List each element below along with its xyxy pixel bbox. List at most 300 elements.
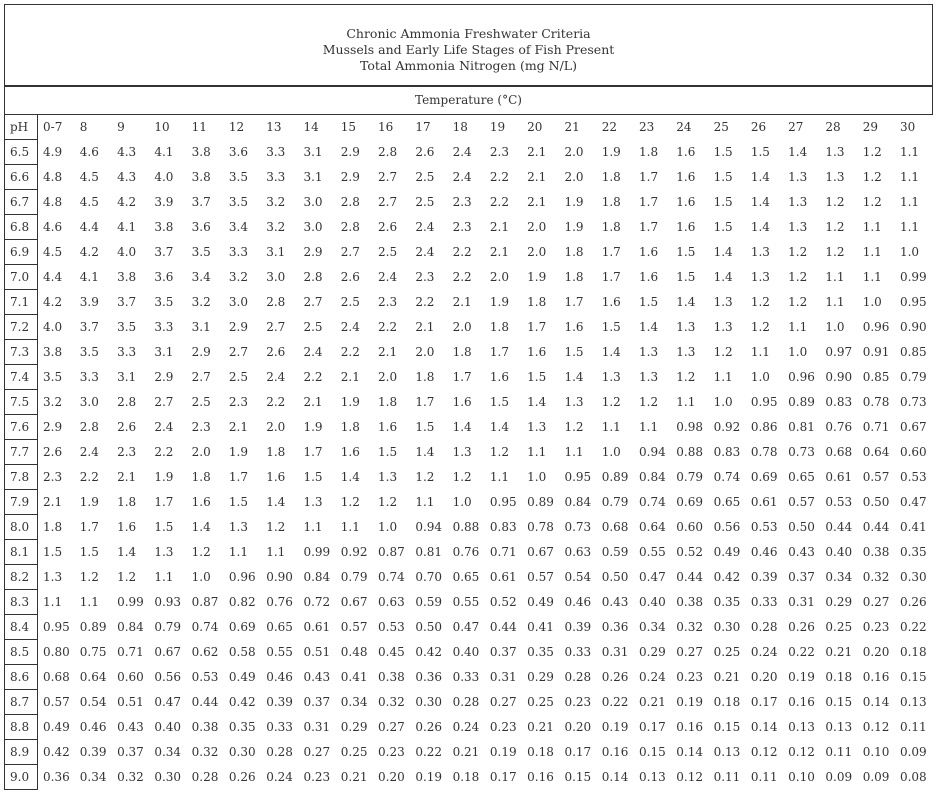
criteria-value-cell: 0.35	[899, 545, 927, 559]
criteria-value-cell: 3.5	[154, 295, 174, 309]
table-row	[5, 590, 933, 615]
criteria-value-cell: 1.3	[43, 570, 63, 584]
criteria-value-cell: 2.8	[266, 295, 286, 309]
criteria-value-cell: 1.8	[43, 520, 63, 534]
temperature-header-row	[5, 115, 933, 140]
criteria-value-cell: 0.95	[489, 495, 517, 509]
criteria-value-cell: 0.43	[601, 595, 629, 609]
criteria-value-cell: 3.2	[266, 195, 286, 209]
criteria-value-cell: 0.11	[713, 770, 741, 784]
criteria-value-cell: 0.18	[825, 670, 853, 684]
criteria-value-cell: 1.7	[527, 320, 547, 334]
criteria-value-cell: 2.2	[378, 320, 398, 334]
criteria-value-cell: 0.23	[676, 670, 703, 684]
criteria-value-cell: 1.1	[79, 595, 99, 609]
criteria-value-cell: 0.51	[303, 645, 331, 659]
criteria-value-cell: 1.1	[750, 345, 770, 359]
criteria-value-cell: 1.6	[601, 295, 621, 309]
table-row	[5, 440, 933, 465]
ph-value-cell: 7.9	[5, 490, 38, 515]
criteria-value-cell: 1.4	[750, 195, 770, 209]
criteria-value-cell: 0.80	[43, 645, 70, 659]
criteria-value-cell: 0.26	[601, 670, 629, 684]
criteria-value-cell: 0.89	[601, 470, 629, 484]
criteria-value-cell: 1.1	[154, 570, 174, 584]
criteria-value-cell: 0.84	[639, 470, 666, 484]
criteria-value-cell: 1.5	[43, 545, 63, 559]
criteria-value-cell: 2.1	[527, 145, 547, 159]
criteria-value-cell: 0.79	[601, 495, 629, 509]
criteria-value-cell: 1.3	[564, 395, 584, 409]
criteria-value-cell: 0.37	[489, 645, 517, 659]
temperature-column-header: 18	[452, 120, 468, 134]
criteria-value-cell: 0.15	[713, 720, 741, 734]
criteria-value-cell: 1.2	[862, 170, 882, 184]
criteria-value-cell: 0.53	[191, 670, 219, 684]
criteria-value-cell: 2.2	[489, 170, 509, 184]
criteria-value-cell: 0.43	[117, 720, 144, 734]
criteria-value-cell: 3.3	[117, 345, 137, 359]
criteria-value-cell: 0.65	[788, 470, 815, 484]
ph-value-cell: 8.2	[5, 565, 38, 590]
criteria-value-cell: 0.40	[825, 545, 853, 559]
table-row	[5, 415, 933, 440]
criteria-value-cell: 1.6	[639, 270, 659, 284]
criteria-value-cell: 1.5	[601, 320, 621, 334]
temperature-column-header: 27	[788, 120, 804, 134]
criteria-value-cell: 0.53	[750, 520, 778, 534]
criteria-value-cell: 0.39	[564, 620, 592, 634]
criteria-value-cell: 0.30	[899, 570, 927, 584]
criteria-value-cell: 0.26	[228, 770, 256, 784]
table-row	[5, 740, 933, 765]
temperature-column-header: 23	[639, 120, 655, 134]
criteria-value-cell: 1.6	[452, 395, 472, 409]
criteria-value-cell: 0.83	[713, 445, 741, 459]
criteria-value-cell: 0.42	[228, 695, 256, 709]
criteria-value-cell: 0.23	[862, 620, 890, 634]
criteria-value-cell: 1.4	[750, 170, 770, 184]
criteria-value-cell: 1.0	[601, 445, 621, 459]
criteria-value-cell: 1.2	[639, 395, 659, 409]
criteria-value-cell: 0.36	[43, 770, 70, 784]
criteria-value-cell: 0.35	[713, 595, 741, 609]
criteria-value-cell: 1.2	[825, 220, 845, 234]
criteria-value-cell: 2.2	[415, 295, 435, 309]
criteria-value-cell: 1.8	[527, 295, 547, 309]
criteria-value-cell: 0.78	[862, 395, 890, 409]
criteria-value-cell: 0.44	[191, 695, 219, 709]
criteria-value-cell: 0.49	[713, 545, 741, 559]
criteria-value-cell: 1.1	[825, 270, 845, 284]
table-row	[5, 240, 933, 265]
criteria-value-cell: 0.51	[117, 695, 144, 709]
criteria-value-cell: 0.46	[79, 720, 107, 734]
criteria-value-cell: 0.57	[862, 470, 890, 484]
criteria-value-cell: 2.3	[378, 295, 398, 309]
criteria-value-cell: 2.0	[564, 170, 584, 184]
criteria-value-cell: 2.6	[415, 145, 435, 159]
criteria-value-cell: 0.84	[303, 570, 331, 584]
criteria-value-cell: 0.36	[415, 670, 443, 684]
criteria-value-cell: 0.36	[601, 620, 629, 634]
criteria-value-cell: 1.1	[899, 220, 920, 234]
criteria-value-cell: 0.19	[601, 720, 629, 734]
criteria-value-cell: 2.7	[378, 170, 398, 184]
criteria-value-cell: 0.25	[713, 645, 741, 659]
criteria-value-cell: 0.55	[266, 645, 293, 659]
criteria-value-cell: 1.6	[676, 220, 696, 234]
criteria-value-cell: 2.5	[303, 320, 323, 334]
criteria-value-cell: 0.95	[564, 470, 592, 484]
ph-value-cell: 8.8	[5, 715, 38, 740]
criteria-value-cell: 0.52	[489, 595, 517, 609]
criteria-value-cell: 0.18	[527, 745, 554, 759]
criteria-value-cell: 0.29	[825, 595, 853, 609]
criteria-value-cell: 3.8	[117, 270, 137, 284]
criteria-value-cell: 3.9	[154, 195, 174, 209]
criteria-value-cell: 4.9	[43, 145, 63, 159]
criteria-value-cell: 2.8	[303, 270, 323, 284]
criteria-value-cell: 0.50	[862, 495, 890, 509]
ph-column-header: pH	[5, 115, 38, 140]
criteria-value-cell: 3.3	[154, 320, 174, 334]
criteria-value-cell: 0.90	[899, 320, 927, 334]
criteria-value-cell: 3.4	[191, 270, 211, 284]
criteria-value-cell: 2.3	[452, 220, 472, 234]
temperature-column-header: 8	[79, 120, 88, 134]
table-row	[5, 540, 933, 565]
criteria-value-cell: 3.0	[228, 295, 248, 309]
table-row	[5, 565, 933, 590]
criteria-value-cell: 1.4	[713, 270, 733, 284]
criteria-value-cell: 1.9	[527, 270, 547, 284]
criteria-value-cell: 0.08	[899, 770, 927, 784]
criteria-value-cell: 0.34	[79, 770, 107, 784]
criteria-value-cell: 3.3	[228, 245, 248, 259]
criteria-value-cell: 0.28	[452, 695, 480, 709]
temperature-column-header: 29	[862, 120, 878, 134]
table-row	[5, 265, 933, 290]
criteria-value-cell: 0.96	[228, 570, 256, 584]
criteria-value-cell: 1.5	[154, 520, 174, 534]
criteria-value-cell: 0.29	[340, 720, 368, 734]
criteria-value-cell: 1.8	[340, 420, 360, 434]
criteria-value-cell: 1.4	[117, 545, 137, 559]
criteria-value-cell: 0.44	[676, 570, 703, 584]
table-row	[5, 715, 933, 740]
criteria-value-cell: 1.1	[303, 520, 323, 534]
criteria-value-cell: 0.65	[452, 570, 480, 584]
criteria-value-cell: 1.1	[43, 595, 63, 609]
table-row	[5, 615, 933, 640]
criteria-value-cell: 0.17	[489, 770, 517, 784]
criteria-value-cell: 0.53	[825, 495, 853, 509]
ph-value-cell: 6.9	[5, 240, 38, 265]
criteria-value-cell: 0.38	[191, 720, 219, 734]
criteria-value-cell: 1.1	[899, 170, 920, 184]
criteria-value-cell: 1.2	[750, 295, 770, 309]
criteria-value-cell: 0.33	[452, 670, 480, 684]
criteria-value-cell: 1.8	[639, 145, 659, 159]
criteria-value-cell: 0.73	[564, 520, 592, 534]
criteria-value-cell: 0.37	[117, 745, 144, 759]
criteria-value-cell: 1.9	[564, 220, 584, 234]
criteria-value-cell: 0.32	[191, 745, 219, 759]
criteria-value-cell: 2.8	[340, 195, 360, 209]
criteria-value-cell: 2.8	[117, 395, 137, 409]
temperature-column-header: 12	[228, 120, 245, 134]
criteria-value-cell: 0.18	[899, 645, 927, 659]
criteria-value-cell: 1.9	[601, 145, 621, 159]
criteria-value-cell: 1.1	[862, 245, 882, 259]
criteria-value-cell: 0.47	[452, 620, 480, 634]
criteria-value-cell: 0.88	[676, 445, 703, 459]
criteria-value-cell: 1.2	[788, 295, 808, 309]
criteria-value-cell: 0.42	[713, 570, 741, 584]
criteria-value-cell: 1.0	[713, 395, 733, 409]
criteria-value-cell: 0.43	[788, 545, 815, 559]
criteria-value-cell: 3.7	[79, 320, 99, 334]
ph-value-cell: 7.3	[5, 340, 38, 365]
criteria-value-cell: 1.3	[750, 270, 770, 284]
criteria-value-cell: 2.6	[266, 345, 286, 359]
criteria-value-cell: 2.8	[79, 420, 99, 434]
criteria-value-cell: 1.0	[191, 570, 211, 584]
criteria-value-cell: 1.3	[228, 520, 248, 534]
criteria-value-cell: 0.10	[788, 770, 815, 784]
table-row	[5, 215, 933, 240]
criteria-value-cell: 0.63	[564, 545, 592, 559]
criteria-value-cell: 1.2	[825, 195, 845, 209]
criteria-value-cell: 2.0	[378, 370, 398, 384]
criteria-value-cell: 0.32	[117, 770, 144, 784]
criteria-value-cell: 0.44	[862, 520, 890, 534]
criteria-value-cell: 1.5	[228, 495, 248, 509]
criteria-value-cell: 0.33	[564, 645, 592, 659]
criteria-value-cell: 1.1	[862, 270, 882, 284]
criteria-value-cell: 0.34	[639, 620, 666, 634]
criteria-value-cell: 0.13	[788, 720, 815, 734]
table-row	[5, 290, 933, 315]
criteria-value-cell: 1.6	[676, 195, 696, 209]
criteria-value-cell: 3.6	[154, 270, 174, 284]
criteria-value-cell: 0.46	[750, 545, 778, 559]
criteria-value-cell: 0.47	[154, 695, 182, 709]
table-row	[5, 340, 933, 365]
criteria-value-cell: 0.38	[862, 545, 890, 559]
criteria-value-cell: 0.55	[452, 595, 480, 609]
ph-value-cell: 6.5	[5, 140, 38, 165]
criteria-value-cell: 3.2	[43, 395, 63, 409]
ph-value-cell: 8.6	[5, 665, 38, 690]
criteria-value-cell: 0.20	[378, 770, 405, 784]
criteria-value-cell: 0.38	[378, 670, 405, 684]
ph-value-cell: 8.7	[5, 690, 38, 715]
criteria-value-cell: 0.25	[825, 620, 853, 634]
ph-value-cell: 9.0	[5, 765, 38, 790]
criteria-value-cell: 0.32	[676, 620, 703, 634]
criteria-value-cell: 0.48	[340, 645, 368, 659]
criteria-value-cell: 0.50	[788, 520, 815, 534]
criteria-value-cell: 2.4	[303, 345, 323, 359]
criteria-value-cell: 2.0	[564, 145, 584, 159]
criteria-value-cell: 1.8	[601, 195, 621, 209]
ph-value-cell: 8.9	[5, 740, 38, 765]
criteria-value-cell: 0.21	[527, 720, 554, 734]
criteria-value-cell: 2.3	[191, 420, 211, 434]
criteria-value-cell: 0.69	[750, 470, 778, 484]
criteria-value-cell: 0.23	[489, 720, 517, 734]
criteria-document	[4, 4, 933, 786]
criteria-value-cell: 0.25	[340, 745, 368, 759]
criteria-value-cell: 0.49	[527, 595, 554, 609]
criteria-value-cell: 2.7	[378, 195, 398, 209]
criteria-value-cell: 1.6	[676, 145, 696, 159]
temperature-column-header: 14	[303, 120, 319, 134]
criteria-value-cell: 0.89	[527, 495, 554, 509]
criteria-value-cell: 0.38	[676, 595, 703, 609]
criteria-value-cell: 3.4	[228, 220, 248, 234]
criteria-value-cell: 2.1	[489, 245, 509, 259]
criteria-value-cell: 0.84	[564, 495, 592, 509]
criteria-value-cell: 0.27	[676, 645, 703, 659]
criteria-value-cell: 0.71	[489, 545, 517, 559]
criteria-value-cell: 1.3	[825, 170, 845, 184]
criteria-value-cell: 0.71	[862, 420, 890, 434]
criteria-value-cell: 2.0	[266, 420, 286, 434]
criteria-value-cell: 0.61	[825, 470, 853, 484]
criteria-value-cell: 2.0	[415, 345, 435, 359]
criteria-value-cell: 1.1	[601, 420, 621, 434]
criteria-value-cell: 2.8	[378, 145, 398, 159]
criteria-value-cell: 1.2	[788, 245, 808, 259]
criteria-value-cell: 0.29	[639, 645, 666, 659]
criteria-value-cell: 0.39	[266, 695, 293, 709]
criteria-value-cell: 0.15	[639, 745, 666, 759]
criteria-value-cell: 0.60	[899, 445, 927, 459]
criteria-value-cell: 1.1	[527, 445, 547, 459]
criteria-value-cell: 1.7	[452, 370, 472, 384]
criteria-value-cell: 2.2	[154, 445, 174, 459]
criteria-value-cell: 1.8	[452, 345, 472, 359]
criteria-value-cell: 1.3	[676, 345, 696, 359]
criteria-value-cell: 1.1	[788, 320, 808, 334]
criteria-value-cell: 1.7	[228, 470, 248, 484]
table-row	[5, 465, 933, 490]
criteria-value-cell: 0.24	[750, 645, 778, 659]
criteria-value-cell: 0.94	[639, 445, 666, 459]
temperature-column-header: 17	[415, 120, 431, 134]
criteria-value-cell: 1.2	[79, 570, 99, 584]
criteria-value-cell: 2.1	[378, 345, 398, 359]
criteria-value-cell: 4.6	[43, 220, 63, 234]
criteria-value-cell: 3.1	[303, 170, 323, 184]
criteria-value-cell: 1.3	[639, 345, 659, 359]
criteria-value-cell: 2.8	[340, 220, 360, 234]
criteria-value-cell: 0.73	[899, 395, 927, 409]
criteria-value-cell: 0.49	[43, 720, 70, 734]
criteria-value-cell: 0.42	[415, 645, 443, 659]
criteria-value-cell: 2.4	[415, 245, 435, 259]
criteria-value-cell: 0.17	[564, 745, 592, 759]
criteria-value-cell: 0.58	[228, 645, 256, 659]
criteria-value-cell: 2.4	[340, 320, 360, 334]
criteria-value-cell: 2.5	[340, 295, 360, 309]
criteria-value-cell: 4.3	[117, 145, 137, 159]
criteria-table	[4, 114, 933, 790]
criteria-value-cell: 0.65	[713, 495, 741, 509]
criteria-value-cell: 0.19	[788, 670, 815, 684]
criteria-value-cell: 1.2	[750, 320, 770, 334]
criteria-value-cell: 0.30	[415, 695, 443, 709]
criteria-value-cell: 1.5	[527, 370, 547, 384]
criteria-value-cell: 1.1	[266, 545, 286, 559]
criteria-value-cell: 0.69	[228, 620, 256, 634]
criteria-value-cell: 0.13	[713, 745, 741, 759]
criteria-value-cell: 1.8	[191, 470, 211, 484]
temperature-column-header: 28	[825, 120, 841, 134]
criteria-value-cell: 0.09	[825, 770, 853, 784]
criteria-value-cell: 1.2	[266, 520, 286, 534]
criteria-value-cell: 1.5	[378, 445, 398, 459]
temperature-column-header: 19	[489, 120, 506, 134]
criteria-value-cell: 0.61	[750, 495, 778, 509]
criteria-value-cell: 2.3	[228, 395, 248, 409]
criteria-value-cell: 1.5	[303, 470, 323, 484]
criteria-value-cell: 4.5	[43, 245, 63, 259]
criteria-value-cell: 0.78	[527, 520, 554, 534]
criteria-value-cell: 1.4	[340, 470, 360, 484]
criteria-value-cell: 2.9	[340, 170, 360, 184]
criteria-value-cell: 0.11	[899, 720, 927, 734]
criteria-value-cell: 1.2	[415, 470, 435, 484]
criteria-value-cell: 1.4	[527, 395, 547, 409]
criteria-value-cell: 3.1	[191, 320, 211, 334]
criteria-value-cell: 1.1	[825, 295, 845, 309]
criteria-value-cell: 2.0	[191, 445, 211, 459]
criteria-value-cell: 4.0	[154, 170, 174, 184]
criteria-value-cell: 0.60	[676, 520, 703, 534]
criteria-value-cell: 1.2	[117, 570, 137, 584]
criteria-value-cell: 0.15	[825, 695, 853, 709]
criteria-value-cell: 0.88	[452, 520, 480, 534]
criteria-value-cell: 0.27	[378, 720, 405, 734]
criteria-value-cell: 0.16	[788, 695, 815, 709]
criteria-value-cell: 4.5	[79, 195, 99, 209]
criteria-value-cell: 0.41	[527, 620, 554, 634]
criteria-value-cell: 4.0	[43, 320, 63, 334]
criteria-value-cell: 0.25	[527, 695, 554, 709]
criteria-value-cell: 0.61	[489, 570, 517, 584]
criteria-value-cell: 4.2	[79, 245, 99, 259]
criteria-value-cell: 0.14	[862, 695, 890, 709]
criteria-value-cell: 0.49	[228, 670, 256, 684]
criteria-value-cell: 1.7	[639, 220, 659, 234]
criteria-value-cell: 2.4	[79, 445, 99, 459]
criteria-value-cell: 1.6	[489, 370, 509, 384]
temperature-column-header: 16	[378, 120, 394, 134]
criteria-value-cell: 0.59	[415, 595, 443, 609]
criteria-value-cell: 4.5	[79, 170, 99, 184]
criteria-value-cell: 1.3	[527, 420, 547, 434]
criteria-value-cell: 0.28	[564, 670, 592, 684]
criteria-value-cell: 1.2	[862, 195, 882, 209]
criteria-value-cell: 1.3	[639, 370, 659, 384]
temperature-column-header: 20	[527, 120, 543, 134]
criteria-value-cell: 3.0	[303, 195, 323, 209]
criteria-value-cell: 1.1	[899, 145, 920, 159]
